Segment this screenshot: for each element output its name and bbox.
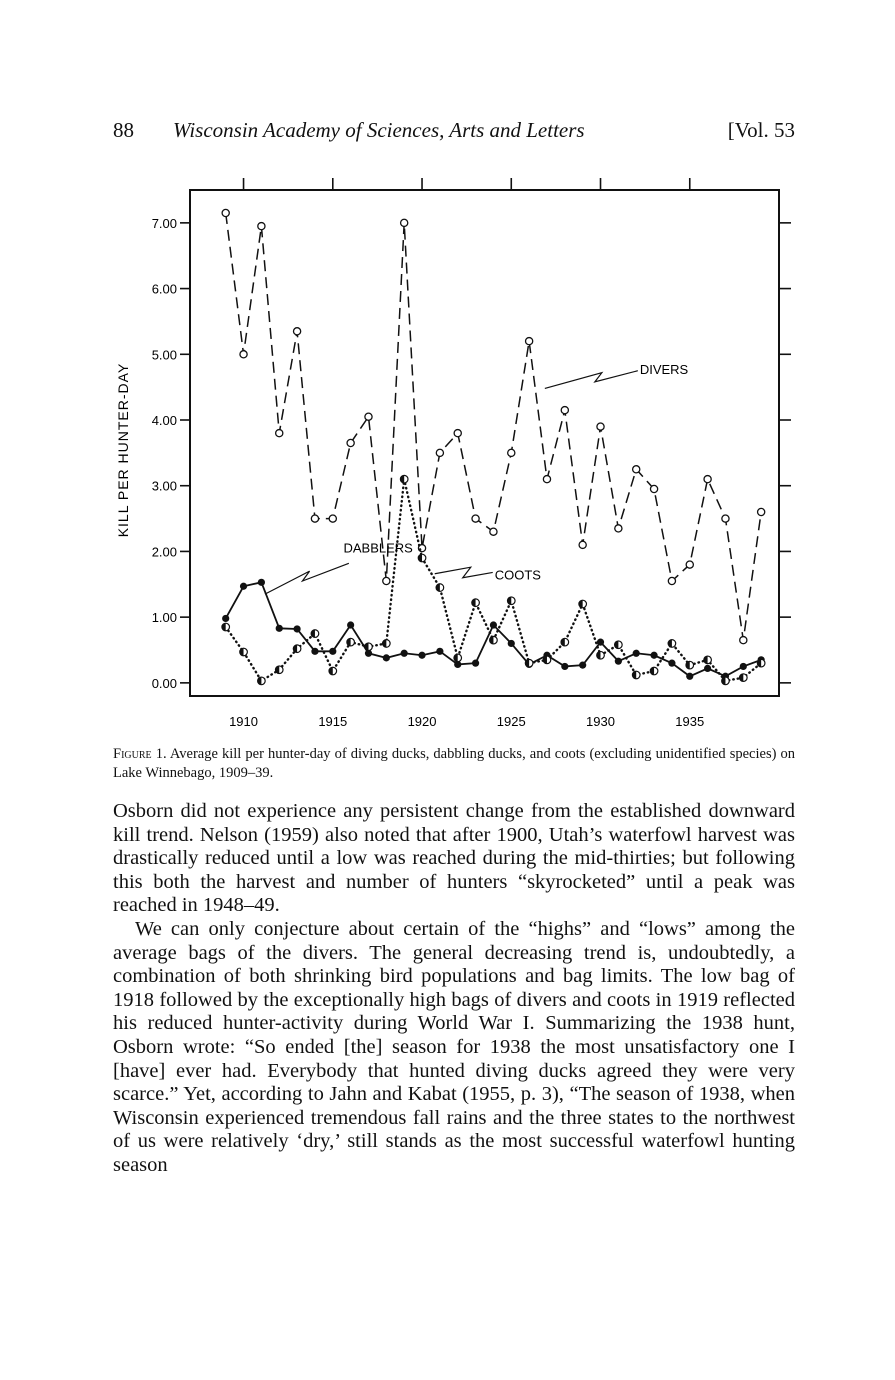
data-point bbox=[222, 615, 229, 622]
page-number: 88 bbox=[113, 118, 134, 142]
data-point bbox=[383, 577, 390, 584]
data-point bbox=[275, 666, 283, 674]
divers-annotation: DIVERS bbox=[639, 362, 689, 377]
data-point bbox=[347, 621, 354, 628]
data-point bbox=[740, 663, 747, 670]
data-point bbox=[633, 466, 640, 473]
journal-title: Wisconsin Academy of Sciences, Arts and Letters bbox=[173, 118, 585, 142]
data-point bbox=[757, 659, 765, 667]
y-tick-label: 0.00 bbox=[151, 675, 177, 691]
data-point bbox=[686, 561, 693, 568]
data-point bbox=[597, 651, 605, 659]
data-point bbox=[222, 209, 229, 216]
divers-leader bbox=[545, 371, 638, 389]
data-point bbox=[418, 554, 426, 562]
coots-annotation: COOTS bbox=[494, 567, 541, 583]
data-point bbox=[650, 485, 657, 492]
data-point bbox=[561, 663, 568, 670]
data-point bbox=[276, 430, 283, 437]
data-point bbox=[293, 328, 300, 335]
data-point bbox=[454, 430, 461, 437]
data-point bbox=[704, 665, 711, 672]
data-point bbox=[633, 650, 640, 657]
data-point bbox=[293, 625, 300, 632]
data-point bbox=[329, 515, 336, 522]
caption-text: Average kill per hunter-day of diving ducks, dabbling ducks, and coots (excluding unidentified species) on Lake Winnebago, 1909–39. bbox=[113, 746, 795, 781]
y-tick-label: 2.00 bbox=[151, 544, 177, 560]
data-point bbox=[472, 660, 479, 667]
data-point bbox=[436, 449, 443, 456]
data-point bbox=[740, 674, 748, 682]
body-text bbox=[113, 800, 795, 1178]
page-header bbox=[113, 118, 795, 148]
data-point bbox=[508, 449, 515, 456]
data-point bbox=[668, 660, 675, 667]
x-tick-label: 1930 bbox=[586, 714, 615, 729]
data-point bbox=[490, 528, 497, 535]
data-point bbox=[597, 639, 604, 646]
data-point bbox=[722, 515, 729, 522]
y-tick-label: 5.00 bbox=[151, 347, 177, 363]
data-point bbox=[615, 658, 622, 665]
data-point bbox=[311, 630, 319, 638]
data-point bbox=[722, 677, 730, 685]
y-tick-label: 4.00 bbox=[151, 413, 177, 428]
data-point bbox=[401, 650, 408, 657]
data-point bbox=[240, 583, 247, 590]
data-point bbox=[436, 648, 443, 655]
x-tick-label: 1910 bbox=[229, 714, 259, 729]
data-point bbox=[454, 654, 462, 662]
data-point bbox=[615, 525, 622, 532]
data-point bbox=[365, 643, 373, 651]
data-point bbox=[293, 645, 301, 653]
data-point bbox=[615, 641, 623, 649]
data-point bbox=[704, 656, 712, 664]
data-point bbox=[383, 654, 390, 661]
data-point bbox=[383, 640, 391, 648]
data-point bbox=[472, 515, 479, 522]
series-line bbox=[226, 582, 761, 676]
x-tick-label: 1925 bbox=[496, 714, 526, 729]
data-point bbox=[740, 637, 747, 644]
data-point bbox=[222, 623, 230, 631]
data-point bbox=[650, 652, 657, 659]
data-point bbox=[276, 625, 283, 632]
data-point bbox=[240, 351, 247, 358]
coots-leader bbox=[435, 567, 493, 578]
data-point bbox=[258, 677, 266, 685]
data-point bbox=[347, 439, 354, 446]
x-tick-label: 1920 bbox=[407, 714, 437, 729]
dabblers-annotation: DABBLERS bbox=[343, 540, 413, 556]
data-point bbox=[329, 667, 337, 675]
data-point bbox=[329, 648, 336, 655]
data-point bbox=[579, 600, 587, 608]
figure-label: Figure 1. bbox=[113, 746, 167, 762]
data-point bbox=[543, 476, 550, 483]
y-tick-label: 7.00 bbox=[151, 215, 177, 231]
data-point bbox=[668, 577, 675, 584]
data-point bbox=[418, 652, 425, 659]
paragraph-1: Osborn did not experience any persistent change from the established downward kill trend. Nelson (1959) also noted that after 1900, Utah’s waterfowl harvest was drastically reduced until a low was reached during the mid-thirties; but following this both the harvest and number of hunters “skyrocketed” until a peak was reached in 1948–49. bbox=[113, 800, 795, 917]
data-point bbox=[311, 515, 318, 522]
data-point bbox=[311, 648, 318, 655]
data-point bbox=[561, 638, 569, 646]
data-point bbox=[490, 621, 497, 628]
y-axis-label: KILL PER HUNTER-DAY bbox=[115, 362, 131, 538]
data-point bbox=[758, 508, 765, 515]
data-point bbox=[347, 638, 355, 646]
data-point bbox=[632, 671, 640, 679]
data-point bbox=[686, 673, 693, 680]
data-point bbox=[526, 338, 533, 345]
data-point bbox=[650, 667, 658, 675]
dabblers-leader bbox=[265, 563, 349, 594]
series-dabblers bbox=[222, 579, 765, 680]
data-point bbox=[525, 659, 533, 667]
paragraph-2: We can only conjecture about certain of the “highs” and “lows” among the average bags of the divers. The general decreasing trend is, undoubtedly, a combination of both shrinking bird populations and bag limits. The low bag of 1918 followed by the exceptionally high bags of divers and coots in 1919 reflected his reduced hunter-activity during World War I. Summarizing the 1938 hunt, Osborn wrote: “So ended [the] season for 1938 the most unsatisfactory one I [have] ever had. Everybody that hunted diving ducks agreed they were very scarce.” Yet, according to Jahn and Kabat (1955, p. 3), “The season of 1938, when Wisconsin experienced tremendous fall rains and the three states to the northwest of us were relatively ‘dry,’ still stands as the most successful waterfowl hunting season bbox=[113, 917, 795, 1176]
data-point bbox=[507, 597, 515, 605]
x-tick-label: 1935 bbox=[675, 714, 705, 729]
data-point bbox=[543, 656, 551, 664]
data-point bbox=[401, 219, 408, 226]
data-point bbox=[597, 423, 604, 430]
data-point bbox=[508, 640, 515, 647]
data-point bbox=[704, 476, 711, 483]
data-point bbox=[258, 223, 265, 230]
data-point bbox=[472, 599, 480, 607]
kill-per-hunter-day-chart bbox=[100, 170, 800, 735]
data-point bbox=[579, 541, 586, 548]
figure-caption bbox=[113, 745, 795, 783]
data-point bbox=[400, 475, 408, 483]
y-tick-label: 3.00 bbox=[151, 478, 177, 494]
volume-label: [Vol. 53 bbox=[727, 118, 795, 142]
y-tick-label: 1.00 bbox=[151, 610, 177, 626]
y-tick-label: 6.00 bbox=[151, 281, 177, 297]
data-point bbox=[490, 636, 498, 644]
data-point bbox=[240, 648, 248, 656]
data-point bbox=[686, 661, 694, 669]
data-point bbox=[436, 584, 444, 592]
data-point bbox=[561, 407, 568, 414]
x-tick-label: 1915 bbox=[318, 714, 348, 729]
data-point bbox=[365, 413, 372, 420]
data-point bbox=[258, 579, 265, 586]
data-point bbox=[579, 662, 586, 669]
data-point bbox=[668, 640, 676, 648]
